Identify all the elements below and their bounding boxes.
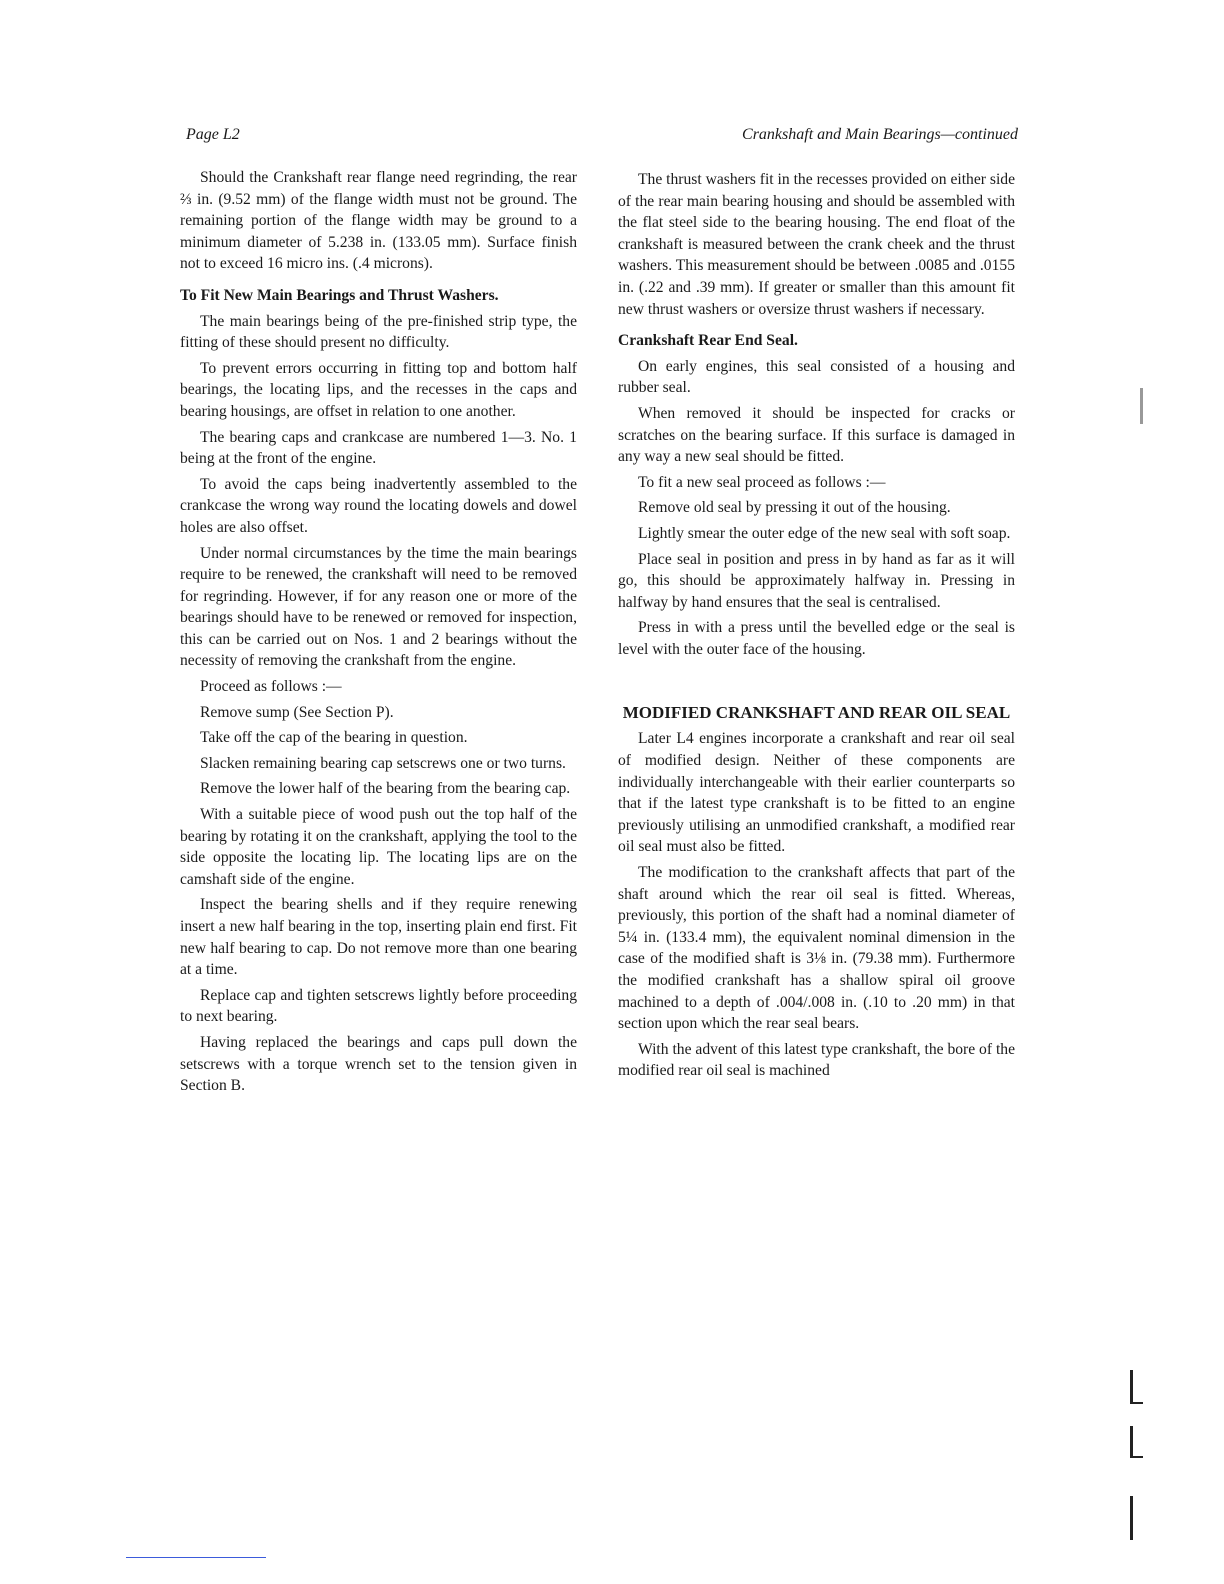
paragraph: Replace cap and tighten setscrews lightly before proceeding to next bearing.	[180, 986, 577, 1026]
paragraph: Remove the lower half of the bearing from the bearing cap.	[200, 780, 571, 798]
paragraph: Under normal circumstances by the time the main bearings require to be renewed, the crankshaft will need to be removed for regrinding. However, if for any reason one or more of the bearings should have to be renewed or removed for inspection, this can be carried out on Nos. 1 and 2 bearings without the necessity of removing the crankshaft from the engine.	[180, 544, 577, 670]
paragraph: The modification to the crankshaft affects that part of the shaft around which the rear oil seal is fitted. Whereas, previously, this portion of the shaft had a nominal diameter of 5¼ in. (133.4 mm), the equivalent nominal dimension in the case of the modified shaft is 3⅛ in. (79.38 mm). Furthermore the modified crankshaft has a shallow spiral oil groove machined to a depth of .004/.008 in. (.10 to .20 mm) in that section upon which the rear seal bears.	[618, 864, 1015, 1033]
paragraph: Lightly smear the outer edge of the new seal with soft soap.	[638, 524, 1011, 542]
running-header: Crankshaft and Main Bearings—continued	[742, 126, 1018, 143]
section-heading: To Fit New Main Bearings and Thrust Washers.	[180, 286, 499, 304]
paragraph: Place seal in position and press in by hand as far as it will go, this should be approximately halfway in. Pressing in halfway by hand ensures that the seal is centralised.	[618, 550, 1015, 611]
paragraph: To prevent errors occurring in fitting top and bottom half bearings, the locating lips, and the recesses in the caps and bearing housings, are offset in relation to one another.	[180, 359, 577, 420]
paragraph: With the advent of this latest type crankshaft, the bore of the modified rear oil seal is machined	[618, 1040, 1015, 1080]
left-column	[180, 167, 577, 1101]
paragraph: Later L4 engines incorporate a crankshaft and rear oil seal of modified design. Neither of these components are individually interchangeable with their earlier counterparts so that if the latest type crankshaft is to be fitted to an engine previously utilising an unmodified crankshaft, a modified rear oil seal must also be fitted.	[618, 730, 1015, 856]
paragraph: The thrust washers fit in the recesses provided on either side of the rear main bearing housing and should be assembled with the flat steel side to the bearing housing. The end float of the crankshaft is measured between the crank cheek and the thrust washers. This measurement should be between .0085 and .0155 in. (.22 and .39 mm). If greater or smaller than this amount fit new thrust washers or oversize thrust washers if necessary.	[618, 171, 1015, 318]
footer-rule	[126, 1557, 266, 1558]
scan-mark	[1130, 1426, 1143, 1458]
paragraph: Having replaced the bearings and caps pull down the setscrews with a torque wrench set to the tension given in Section B.	[180, 1033, 577, 1095]
modified-section	[618, 702, 1015, 1082]
section-heading: Crankshaft Rear End Seal.	[618, 332, 798, 350]
section-title: MODIFIED CRANKSHAFT AND REAR OIL SEAL	[622, 703, 1011, 723]
paragraph: Should the Crankshaft rear flange need regrinding, the rear ⅔ in. (9.52 mm) of the flange width must not be ground. The remaining portion of the flange width may be ground to a minimum diameter of 5.238 in. (133.05 mm). Surface finish not to exceed 16 micro ins. (.4 microns).	[180, 169, 577, 273]
paragraph: The main bearings being of the pre-finished strip type, the fitting of these should present no difficulty.	[180, 312, 577, 352]
paragraph: Press in with a press until the bevelled edge or the seal is level with the outer face of the housing.	[618, 619, 1015, 658]
paragraph: On early engines, this seal consisted of a housing and rubber seal.	[618, 357, 1015, 397]
paragraph: Remove sump (See Section P).	[200, 703, 394, 721]
paragraph: With a suitable piece of wood push out the top half of the bearing by rotating it on the crankshaft, applying the tool to the side opposite the locating lip. The locating lips are on the camshaft side of the engine.	[180, 806, 577, 888]
paragraph: Slacken remaining bearing cap setscrews one or two turns.	[200, 754, 566, 772]
scan-mark	[1130, 1496, 1143, 1540]
paragraph: Remove old seal by pressing it out of the housing.	[638, 499, 951, 517]
page-number: Page L2	[186, 126, 240, 143]
paragraph: To avoid the caps being inadvertently assembled to the crankcase the wrong way round the locating dowels and dowel holes are also offset.	[180, 475, 577, 536]
paragraph: Inspect the bearing shells and if they require renewing insert a new half bearing in the top, inserting plain end first. Fit new half bearing to cap. Do not remove more than one bearing at a time.	[180, 896, 577, 979]
scan-mark	[1130, 1370, 1143, 1404]
right-column	[618, 169, 1015, 1086]
paragraph: To fit a new seal proceed as follows :—	[638, 473, 886, 491]
paragraph: Take off the cap of the bearing in question.	[200, 729, 468, 747]
scan-mark	[1140, 388, 1153, 424]
paragraph: When removed it should be inspected for cracks or scratches on the bearing surface. If this surface is damaged in any way a new seal should be fitted.	[618, 404, 1015, 466]
paragraph: Proceed as follows :—	[200, 678, 342, 696]
paragraph: The bearing caps and crankcase are numbered 1—3. No. 1 being at the front of the engine.	[180, 428, 577, 468]
